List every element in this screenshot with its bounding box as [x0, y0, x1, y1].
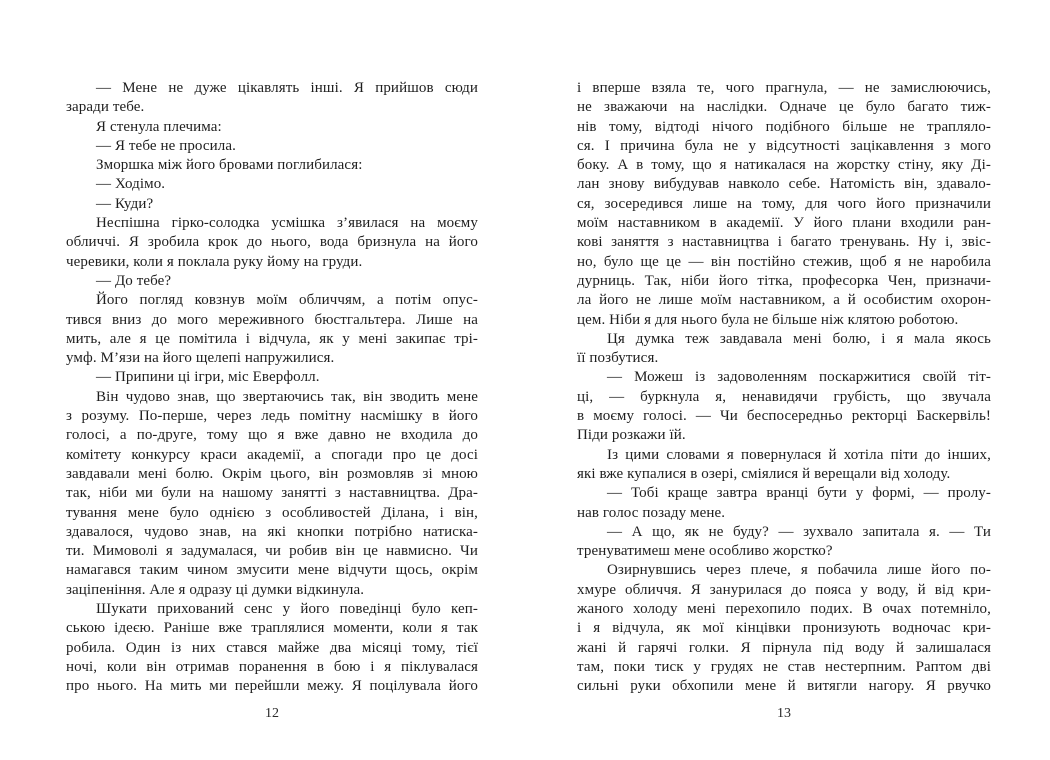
text-line: — Куди? — [96, 195, 154, 212]
text-line: Піди розкажи їй. — [577, 427, 686, 444]
page-number-left: 12 — [265, 706, 279, 721]
text-line: Із цими словами я повернулася й хотіла піти до інших, — [607, 446, 991, 463]
text-line: і вперше взяла те, чого прагнула, — не замислюючись, — [577, 80, 991, 96]
text-line: там, поки тиск у грудях не став нестерпним. Раптом дві — [577, 658, 991, 675]
text-line: — А що, як не буду? — зухвало запитала я. — Ти — [607, 523, 991, 540]
text-line: обличчі. Я зробила крок до нього, вода бризнула на його — [66, 234, 478, 251]
text-line: дурниць. Так, ніби його тітка, професорка Чен, призначи- — [577, 272, 991, 289]
text-line: кові заняття з наставництва і багато тренувань. Ну і, звіс- — [577, 234, 991, 251]
text-line: заради тебе. — [66, 99, 145, 116]
text-line: но, було ще це — він постійно стежив, щоб я не наробила — [577, 253, 991, 270]
text-line: заціпеніння. Але я одразу ці думки відкинула. — [66, 581, 365, 598]
text-line: не зважаючи на наслідки. Одначе це було багато тиж- — [577, 99, 991, 116]
text-line: комітету конкурсу краси академії, а спогади про це досі — [66, 446, 478, 463]
page-number-right: 13 — [777, 706, 791, 721]
text-line: завдавали мені болю. Окрім цього, він розмовляв зі мною — [66, 465, 478, 482]
text-line: моїм наставником в академії. У його плани входили ран- — [577, 215, 991, 232]
page-left-text — [66, 79, 478, 697]
text-line: Зморшка між його бровами поглибилася: — [96, 157, 363, 174]
text-line: умф. М’язи на його щелепі напружилися. — [66, 350, 335, 367]
text-line: і я відчула, як мої кінцівки пронизують водночас кри- — [577, 620, 991, 637]
text-line: Він чудово знав, що звертаючись так, він зводить мене — [96, 388, 478, 405]
text-line: її позбутися. — [577, 350, 659, 367]
text-line: мить, але я це помітила і відчула, як у мені закипає трі- — [66, 330, 478, 347]
text-line: Я стенула плечима: — [96, 118, 222, 135]
text-line: ською ідеєю. Раніше вже траплялися моменти, коли я так — [66, 620, 478, 637]
text-line: так, ніби ми були на нашому занятті з наставництва. Дра- — [66, 485, 478, 502]
text-line: тився вниз до мого мереживного бюстгальтера. Лише на — [66, 311, 478, 328]
page-left — [66, 0, 478, 760]
text-line: Шукати прихований сенс у його поведінці було кеп- — [96, 601, 478, 618]
text-line: — Ходімо. — [96, 176, 166, 193]
text-line: в моєму голосі. — Чи беспосередньо ректорці Баскервіль! — [577, 408, 991, 425]
page-right-text — [577, 79, 991, 697]
text-line: про нього. На мить ми перейшли межу. Я поцілувала його — [66, 678, 478, 695]
text-line: ночі, коли він отримав поранення в бою і я піклувалася — [66, 658, 478, 675]
text-line: — Тобі краще завтра вранці бути у формі, — пролу- — [607, 485, 991, 502]
text-line: нів тому, відтоді нічого подібного більше не трапляло- — [577, 118, 991, 135]
text-line: жані й гарячі голки. Я пірнула під воду й залишалася — [577, 639, 991, 656]
text-line: боку. А в тому, що я натикалася на жорстку стіну, яку Ді- — [577, 157, 991, 174]
text-line: здавалося, чудово знав, на які кнопки потрібно натиска- — [66, 523, 478, 540]
text-line: намагався таким чином змусити мене відчути щось, окрім — [66, 562, 478, 579]
text-line: — Припини ці ігри, міс Еверфолл. — [96, 369, 320, 386]
text-line: робила. Один із них стався майже два місяці тому, тієї — [66, 639, 478, 656]
text-line: — Я тебе не просила. — [96, 137, 236, 154]
text-line: — Можеш із задоволенням поскаржитися своїй тіт- — [607, 369, 991, 386]
text-line: ці, — буркнула я, ненавидячи грубість, що звучала — [577, 388, 991, 405]
text-line: — До тебе? — [96, 272, 172, 289]
text-line: Озирнувшись через плече, я побачила лише його по- — [607, 562, 991, 579]
page-right — [577, 0, 991, 760]
text-line: Його погляд ковзнув моїм обличчям, а потім опус- — [96, 292, 478, 309]
text-line: які вже купалися в озері, сміялися й верещали від холоду. — [577, 465, 951, 482]
text-line: лан знову вибудував навколо себе. Натомість він, здавало- — [577, 176, 991, 193]
text-line: Ця думка теж завдавала мені болю, і я мала якось — [607, 330, 991, 347]
text-line: ла його не лише моїм наставником, а й особистим охорон- — [577, 292, 991, 309]
text-line: цем. Ніби я для нього була не більше ніж клятою роботою. — [577, 311, 959, 328]
text-line: ся. І причина була не у відсутності зацікавлення з мого — [577, 137, 991, 154]
text-line: голосі, а по-друге, тому що я вже давно не входила до — [66, 427, 478, 444]
text-line: Неспішна гірко-солодка усмішка з’явилася на моєму — [96, 215, 478, 232]
text-line: тренуватимеш мене особливо жорстко? — [577, 543, 833, 560]
text-line: з розуму. По-перше, через ледь помітну насмішку в його — [66, 408, 478, 425]
text-line: черевики, коли я поклала руку йому на груди. — [66, 253, 363, 270]
text-line: ти. Мимоволі я задумалася, чи робив він це навмисно. Чи — [66, 543, 478, 560]
text-line: тування мене було однією з особливостей Ділана, і він, — [66, 504, 478, 521]
text-line: жаного холоду мені перехопило подих. В очах потемніло, — [577, 601, 991, 618]
text-line: сильні руки обхопили мене й витягли нагору. Я рвучко — [577, 678, 991, 695]
text-line: хмуре обличчя. Я занурилася до пояса у воду, й від кри- — [577, 581, 991, 598]
text-line: ся, зосередився лише на тому, для чого його призначили — [577, 195, 991, 212]
text-line: — Мене не дуже цікавлять інші. Я прийшов сюди — [96, 80, 478, 96]
text-line: нав голос позаду мене. — [577, 504, 726, 521]
